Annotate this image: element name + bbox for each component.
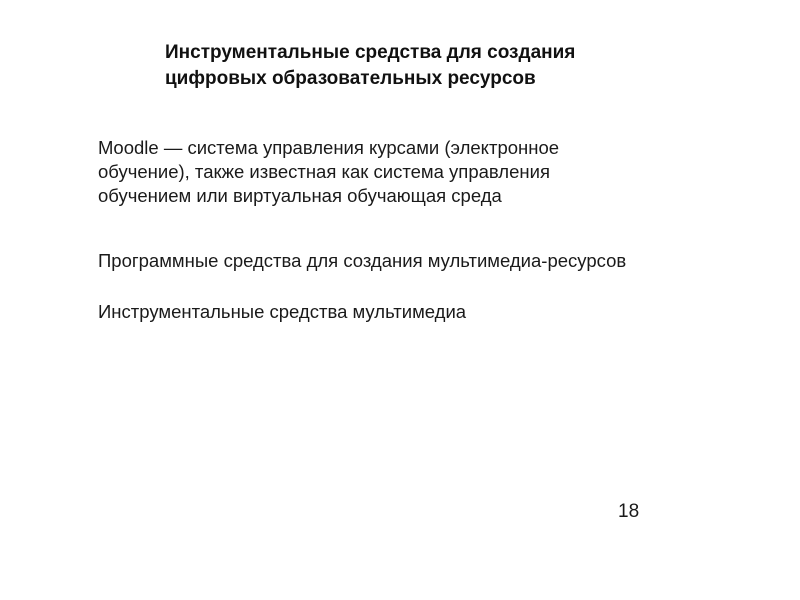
multimedia-tools-line: Инструментальные средства мультимедиа	[98, 301, 467, 322]
slide-title-line-1: Инструментальные средства для создания	[165, 42, 576, 63]
multimedia-resources-text	[98, 249, 758, 273]
moodle-description-line-1: Moodle — система управления курсами (электронное	[98, 137, 560, 158]
page-number: 18	[618, 501, 640, 522]
moodle-description-line-2: обучение), также известная как система управления	[98, 161, 550, 182]
slide-title-line-2: цифровых образовательных ресурсов	[165, 68, 536, 89]
slide-title	[165, 40, 725, 92]
moodle-description-line-3: обучением или виртуальная обучающая среда	[98, 185, 502, 206]
multimedia-tools-text	[98, 300, 758, 324]
multimedia-resources-line: Программные средства для создания мультимедиа-ресурсов	[98, 250, 627, 271]
moodle-description	[98, 136, 758, 208]
